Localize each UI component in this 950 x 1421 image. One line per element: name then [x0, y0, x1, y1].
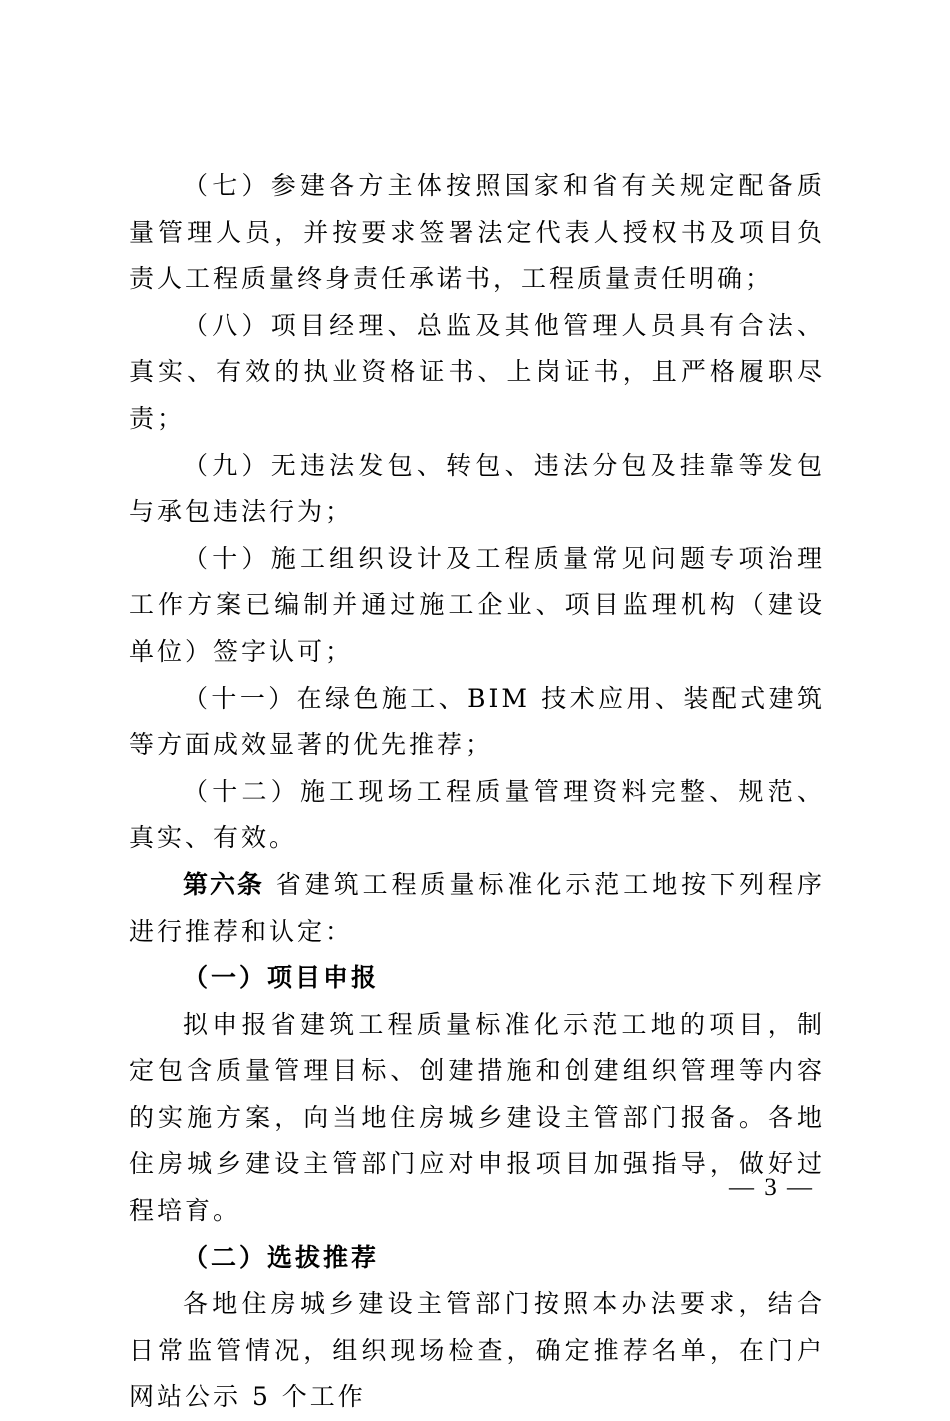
- document-body: [129, 163, 825, 1421]
- step-2-text: 各地住房城乡建设主管部门按照本办法要求，结合日常监管情况，组织现场检查，确定推荐名单，在门户网站公示 5 个工作: [129, 1289, 825, 1412]
- clause-7: （七）参建各方主体按照国家和省有关规定配备质量管理人员，并按要求签署法定代表人授权书及项目负责人工程质量终身责任承诺书，工程质量责任明确；: [129, 171, 825, 294]
- article-6-text: 省建筑工程质量标准化示范工地按下列程序进行推荐和认定：: [129, 869, 825, 946]
- article-6: [129, 862, 825, 955]
- clause-9: （九）无违法发包、转包、违法分包及挂靠等发包与承包违法行为；: [129, 450, 825, 527]
- clause-11: （十一）在绿色施工、BIM 技术应用、装配式建筑等方面成效显著的优先推荐；: [129, 683, 825, 760]
- clause-12: （十二）施工现场工程质量管理资料完整、规范、真实、有效。: [129, 776, 825, 853]
- article-6-label: 第六条: [183, 869, 264, 899]
- step-2-heading: （二）选拔推荐: [183, 1242, 380, 1272]
- clause-10: （十）施工组织设计及工程质量常见问题专项治理工作方案已编制并通过施工企业、项目监理机构（建设单位）签字认可；: [129, 543, 825, 666]
- step-1-text: 拟申报省建筑工程质量标准化示范工地的项目，制定包含质量管理目标、创建措施和创建组织管理等内容的实施方案，向当地住房城乡建设主管部门报备。各地住房城乡建设主管部门应对申报项目加强指导，做好过程培育。: [129, 1009, 825, 1226]
- clause-8: （八）项目经理、总监及其他管理人员具有合法、真实、有效的执业资格证书、上岗证书，且严格履职尽责；: [129, 310, 825, 433]
- page-number: — 3 —: [729, 1174, 814, 1201]
- step-1-heading: （一）项目申报: [183, 963, 380, 993]
